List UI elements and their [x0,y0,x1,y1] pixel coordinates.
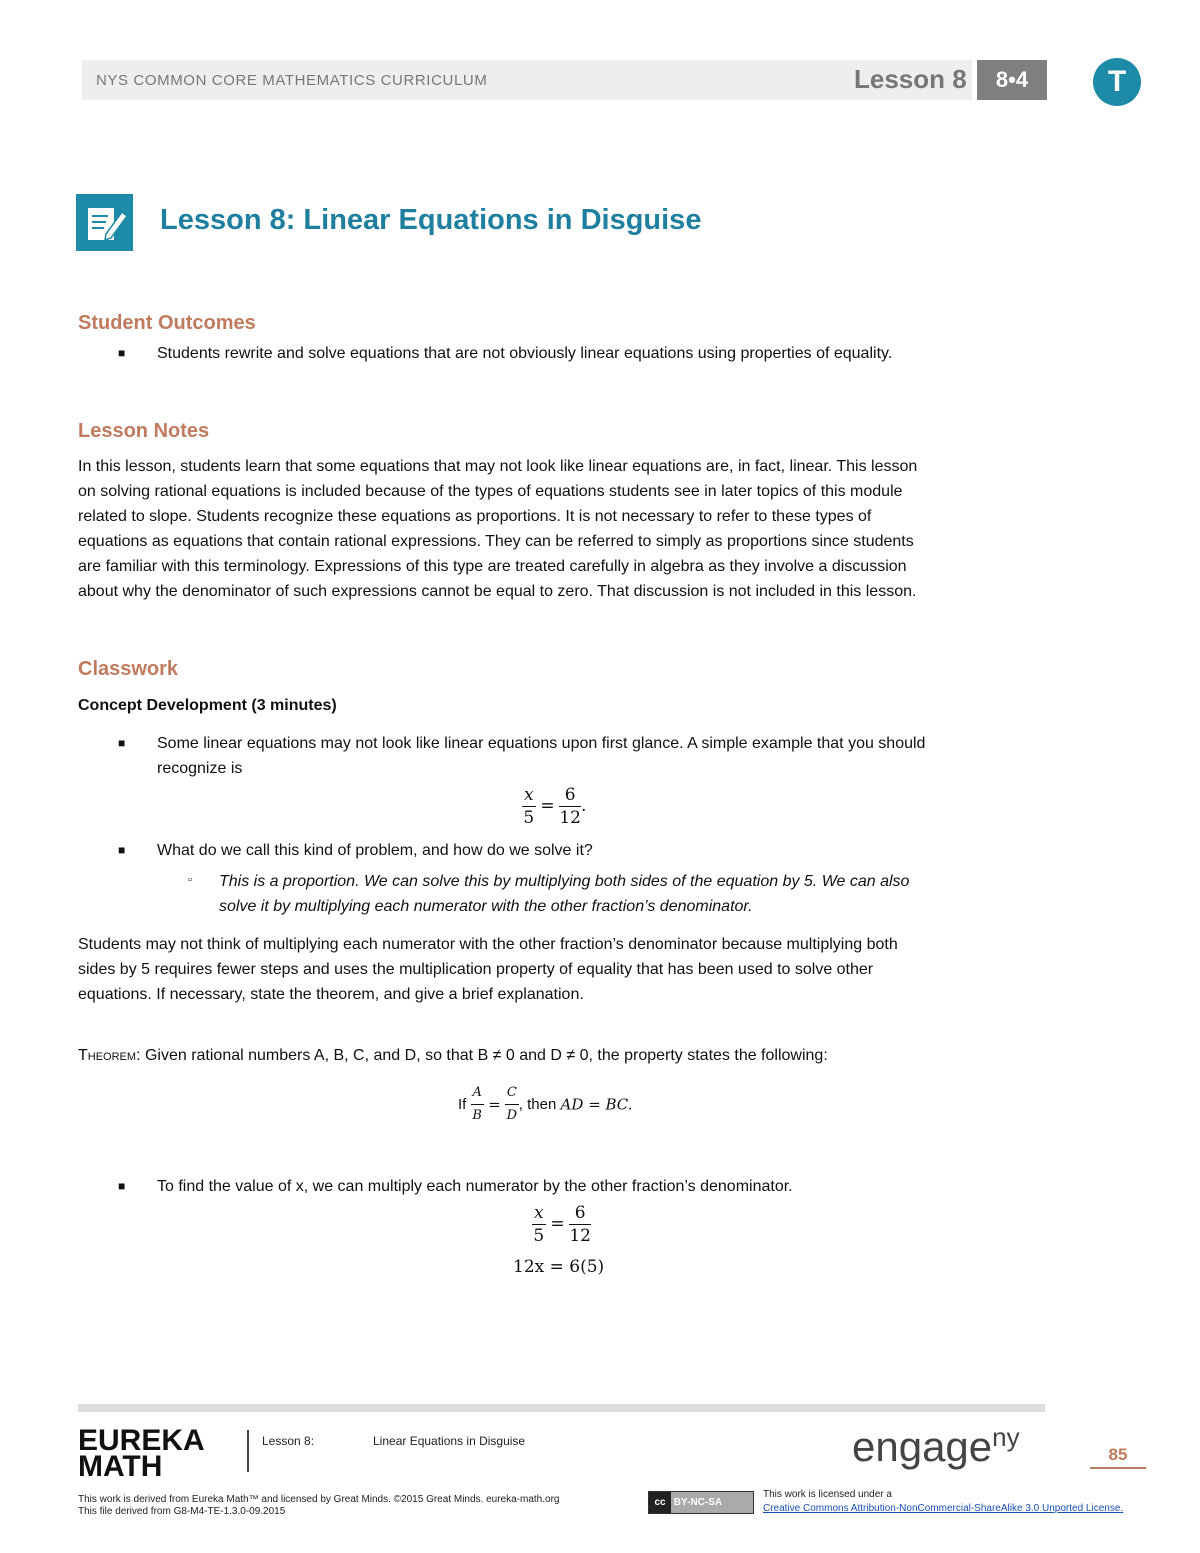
paragraph-line: sides by 5 requires fewer steps and uses the multiplication property of equality that has been used to solve other [78,961,874,978]
fraction-numerator: C [505,1082,519,1105]
header-lesson: Lesson 8 [854,64,967,94]
notes-line: In this lesson, students learn that some equations that may not look like linear equations are, in fact, linear. This lesson [78,458,918,475]
explanation-paragraph [78,932,1058,1007]
fraction-denominator: 12 [569,1226,591,1246]
fraction-denominator: 5 [533,1226,545,1246]
cc-icon: cc [649,1492,671,1513]
bullet-icon: ■ [118,736,126,750]
curriculum-label: NYS COMMON CORE MATHEMATICS CURRICULUM [96,72,488,89]
equals-sign: = [540,795,555,816]
paragraph-line: Students may not think of multiplying each numerator with the other fraction’s denominator because multiplying both [78,936,898,953]
notebook-pencil-icon [76,194,133,251]
fraction-numerator: x [524,785,534,805]
derived-line-1: This work is derived from Eureka Math™ and licensed by Great Minds. ©2015 Great Minds. eureka-math.org [78,1494,560,1505]
fraction-denominator: 12 [559,808,581,828]
theorem-text: : Given rational numbers A, B, C, and D, so that B ≠ 0 and D ≠ 0, the property states the following: [136,1047,828,1064]
bullet1-line1: Some linear equations may not look like linear equations upon first glance. A simple example that you should [157,735,926,752]
footer-divider [247,1430,249,1472]
theorem-equation: If $\frac{A}{B}$ = $\frac{C}{D}$ , then AD = BC. [458,1082,632,1127]
notes-line: related to slope. Students recognize these equations as proportions. It is not necessary to refer to these types of [78,508,872,525]
footer-lesson-name: Linear Equations in Disguise [373,1434,526,1448]
page-number: 85 [1090,1445,1146,1469]
sub-bullet-line2: solve it by multiplying each numerator with the other fraction’s denominator. [219,898,753,915]
license-link[interactable]: Creative Commons Attribution-NonCommercial-ShareAlike 3.0 Unported License. [763,1503,1124,1514]
footer-rule [78,1404,1045,1412]
license-line: This work is licensed under a [763,1489,892,1500]
equals-sign: = [550,1213,565,1234]
fraction-denominator: D [506,1108,518,1123]
student-outcomes-heading: Student Outcomes [78,312,256,334]
notes-line: are familiar with this terminology. Expressions of this type are treated carefully in algebra as they involve a discussion [78,558,907,575]
lesson-notes-heading: Lesson Notes [78,420,210,442]
notes-line: about why the denominator of such expressions cannot be equal to zero. That discussion is not included in this lesson. [78,583,917,600]
equation-proportion-2 [532,1202,591,1247]
fraction-denominator: 5 [523,808,535,828]
engageny-logo: engage$^{ny}$ [852,1422,1020,1470]
teacher-badge: T [1093,58,1141,106]
theorem-if: If [458,1096,467,1113]
bullet-icon: ■ [118,843,126,857]
concept-development-heading: Concept Development (3 minutes) [78,697,337,714]
derived-line-2: This file derived from G8-M4-TE-1.3.0-09.2015 [78,1506,286,1517]
notes-line: on solving rational equations is included because of the types of equations students see in later topics of this module [78,483,903,500]
equation-proportion-1 [522,784,586,829]
period: . [580,795,587,816]
theorem-result: AD = BC. [560,1095,633,1114]
outcome-item: Students rewrite and solve equations that are not obviously linear equations using properties of equality. [157,345,893,362]
lesson-notes-body [78,454,1048,604]
sub-bullet-line1: This is a proportion. We can solve this by multiplying both sides of the equation by 5. We can also [219,873,910,890]
equation-cross-multiply: 12x = 6(5) [513,1257,605,1277]
theorem-then: , then [518,1096,557,1113]
eureka-math-logo: EUREKA MATH [78,1424,205,1483]
bullet1-line2: recognize is [157,760,243,777]
bullet-icon: ■ [118,1179,126,1193]
theorem-label: Theorem [78,1047,137,1064]
page-title: Lesson 8: Linear Equations in Disguise [160,204,702,236]
grade-module-badge: 8•4 [977,60,1047,100]
fraction-numerator: A [471,1082,484,1105]
bullet2: What do we call this kind of problem, and how do we solve it? [157,842,593,859]
bullet3: To find the value of x, we can multiply each numerator by the other fraction’s denominator. [157,1178,793,1195]
fraction-denominator: B [472,1108,482,1123]
notes-line: equations as equations that contain rational expressions. They can be referred to simply as proportions since students [78,533,914,550]
cc-license-badge: cc BY-NC-SA [648,1491,754,1514]
paragraph-line: equations. If necessary, state the theorem, and give a brief explanation. [78,986,584,1003]
theorem-statement [78,1043,828,1068]
sub-bullet-icon: ▫ [188,874,192,886]
fraction-numerator: x [534,1203,544,1223]
fraction-numerator: 6 [569,1202,591,1225]
fraction-numerator: 6 [559,784,581,807]
footer-lesson-label: Lesson 8: [262,1434,315,1448]
bullet-icon: ■ [118,346,126,360]
classwork-heading: Classwork [78,658,179,680]
